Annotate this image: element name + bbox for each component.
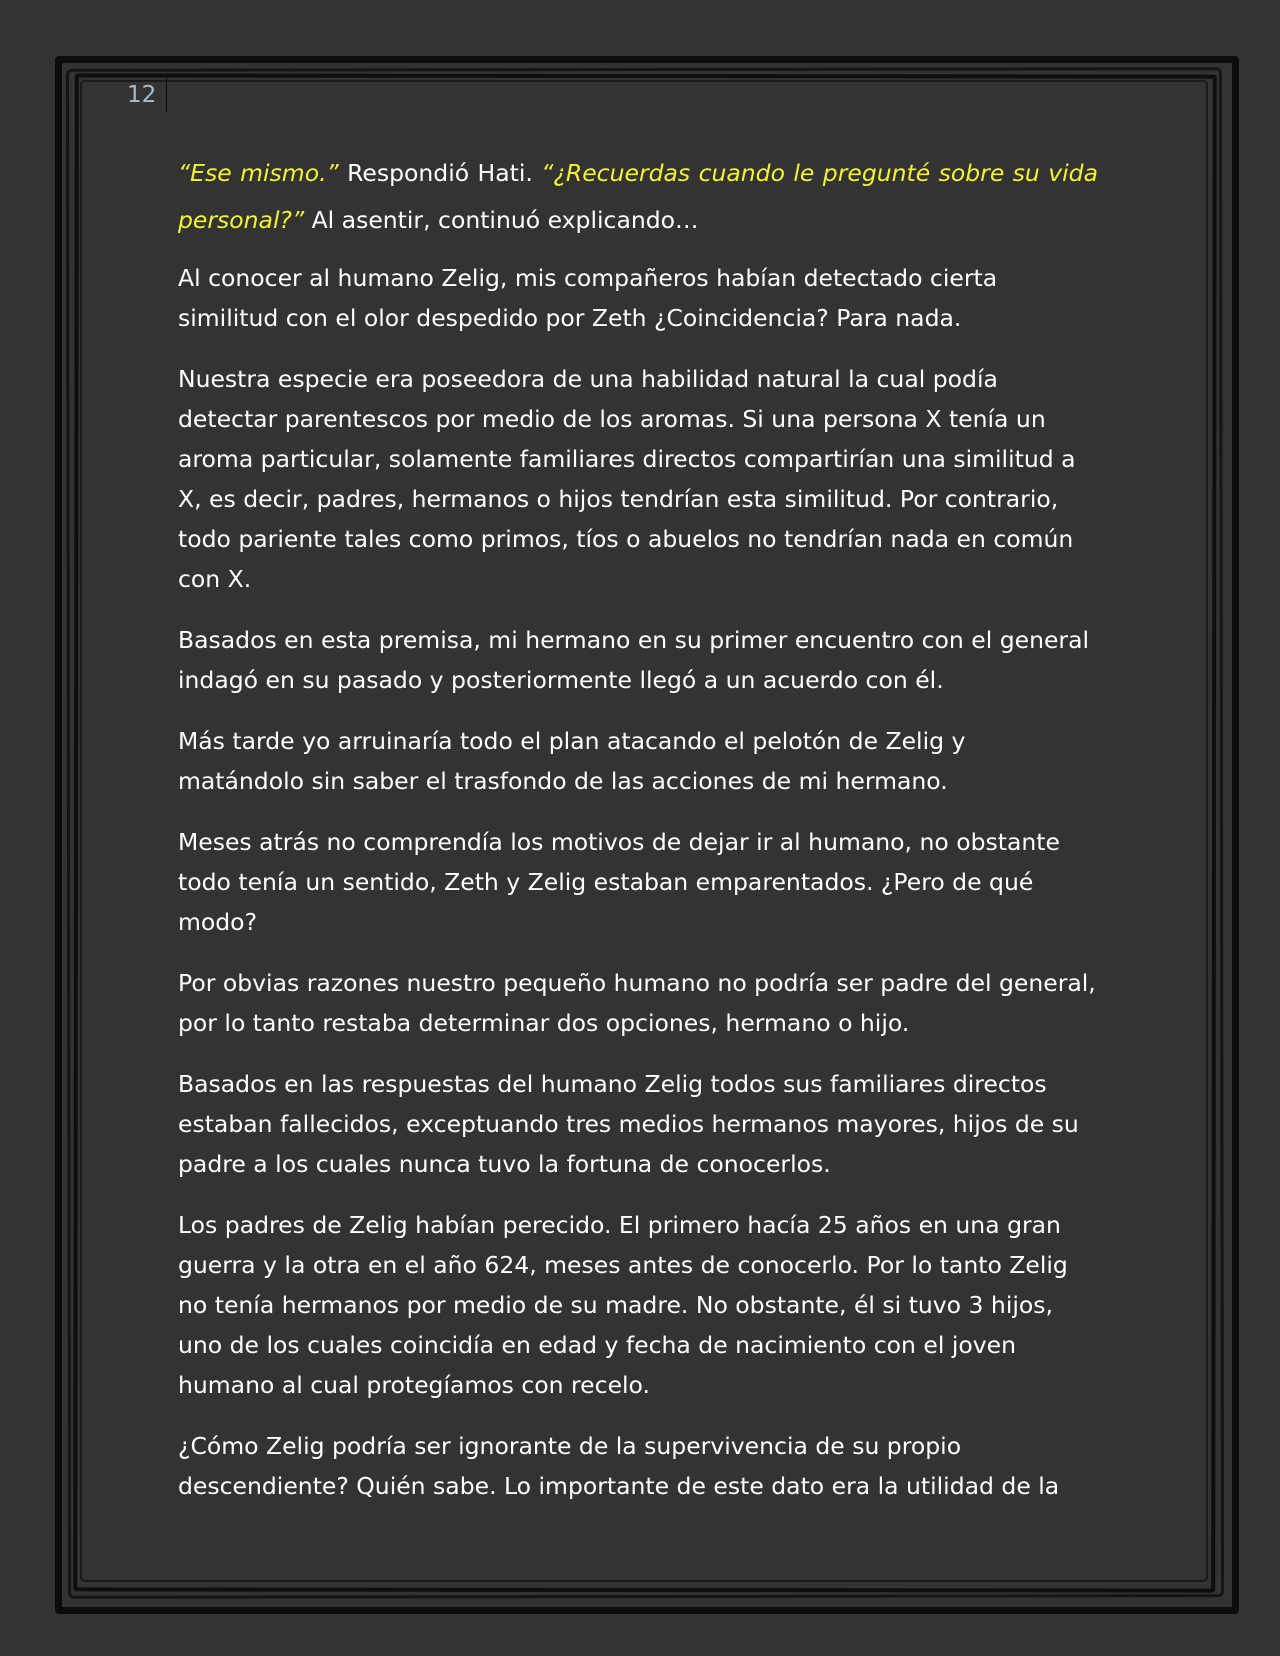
body-paragraph: Nuestra especie era poseedora de una habilidad natural la cual podía detectar parentescos por medio de los aromas. Si una persona X tenía un aroma particular, solamente familiares directos compartirían una similitud a X, es decir, padres, hermanos o hijos tendrían esta similitud. Por contrario, todo pariente tales como primos, tíos o abuelos no tendrían nada en común con X. bbox=[178, 365, 1076, 593]
body-paragraph: Basados en las respuestas del humano Zelig todos sus familiares directos estaban fallecidos, exceptuando tres medios hermanos mayores, hijos de su padre a los cuales nunca tuvo la fortuna de conocerlos. bbox=[178, 1070, 1079, 1178]
page-number: 12 bbox=[127, 78, 167, 112]
body-paragraph: Más tarde yo arruinaría todo el plan atacando el pelotón de Zelig y matándolo sin saber el trasfondo de las acciones de mi hermano. bbox=[178, 727, 966, 795]
page-body bbox=[178, 150, 1098, 1527]
body-paragraph: ¿Cómo Zelig podría ser ignorante de la supervivencia de su propio descendiente? Quién sabe. Lo importante de este dato era la utilidad de la bbox=[178, 1432, 1060, 1500]
body-paragraph: Basados en esta premisa, mi hermano en su primer encuentro con el general indagó en su pasado y posteriormente llegó a un acuerdo con él. bbox=[178, 626, 1090, 694]
dialogue-paragraph bbox=[178, 150, 1098, 244]
dialogue-quote: “¿Recuerdas cuando le pregunté sobre su vida personal?” bbox=[178, 159, 1098, 234]
body-paragraph: Por obvias razones nuestro pequeño humano no podría ser padre del general, por lo tanto restaba determinar dos opciones, hermano o hijo. bbox=[178, 969, 1096, 1037]
body-paragraph: Los padres de Zelig habían perecido. El primero hacía 25 años en una gran guerra y la otra en el año 624, meses antes de conocerlo. Por lo tanto Zelig no tenía hermanos por medio de su madre. No obstante, él si tuvo 3 hijos, uno de los cuales coincidía en edad y fecha de nacimiento con el joven humano al cual protegíamos con recelo. bbox=[178, 1211, 1068, 1399]
narration-text: Al asentir, continuó explicando… bbox=[304, 206, 699, 234]
narration-text: Respondió Hati. bbox=[338, 159, 542, 187]
body-paragraph: Al conocer al humano Zelig, mis compañeros habían detectado cierta similitud con el olor despedido por Zeth ¿Coincidencia? Para nada. bbox=[178, 264, 998, 332]
dialogue-quote: “Ese mismo.” bbox=[178, 159, 339, 187]
body-paragraph: Meses atrás no comprendía los motivos de dejar ir al humano, no obstante todo tenía un sentido, Zeth y Zelig estaban emparentados. ¿Pero de qué modo? bbox=[178, 828, 1060, 936]
